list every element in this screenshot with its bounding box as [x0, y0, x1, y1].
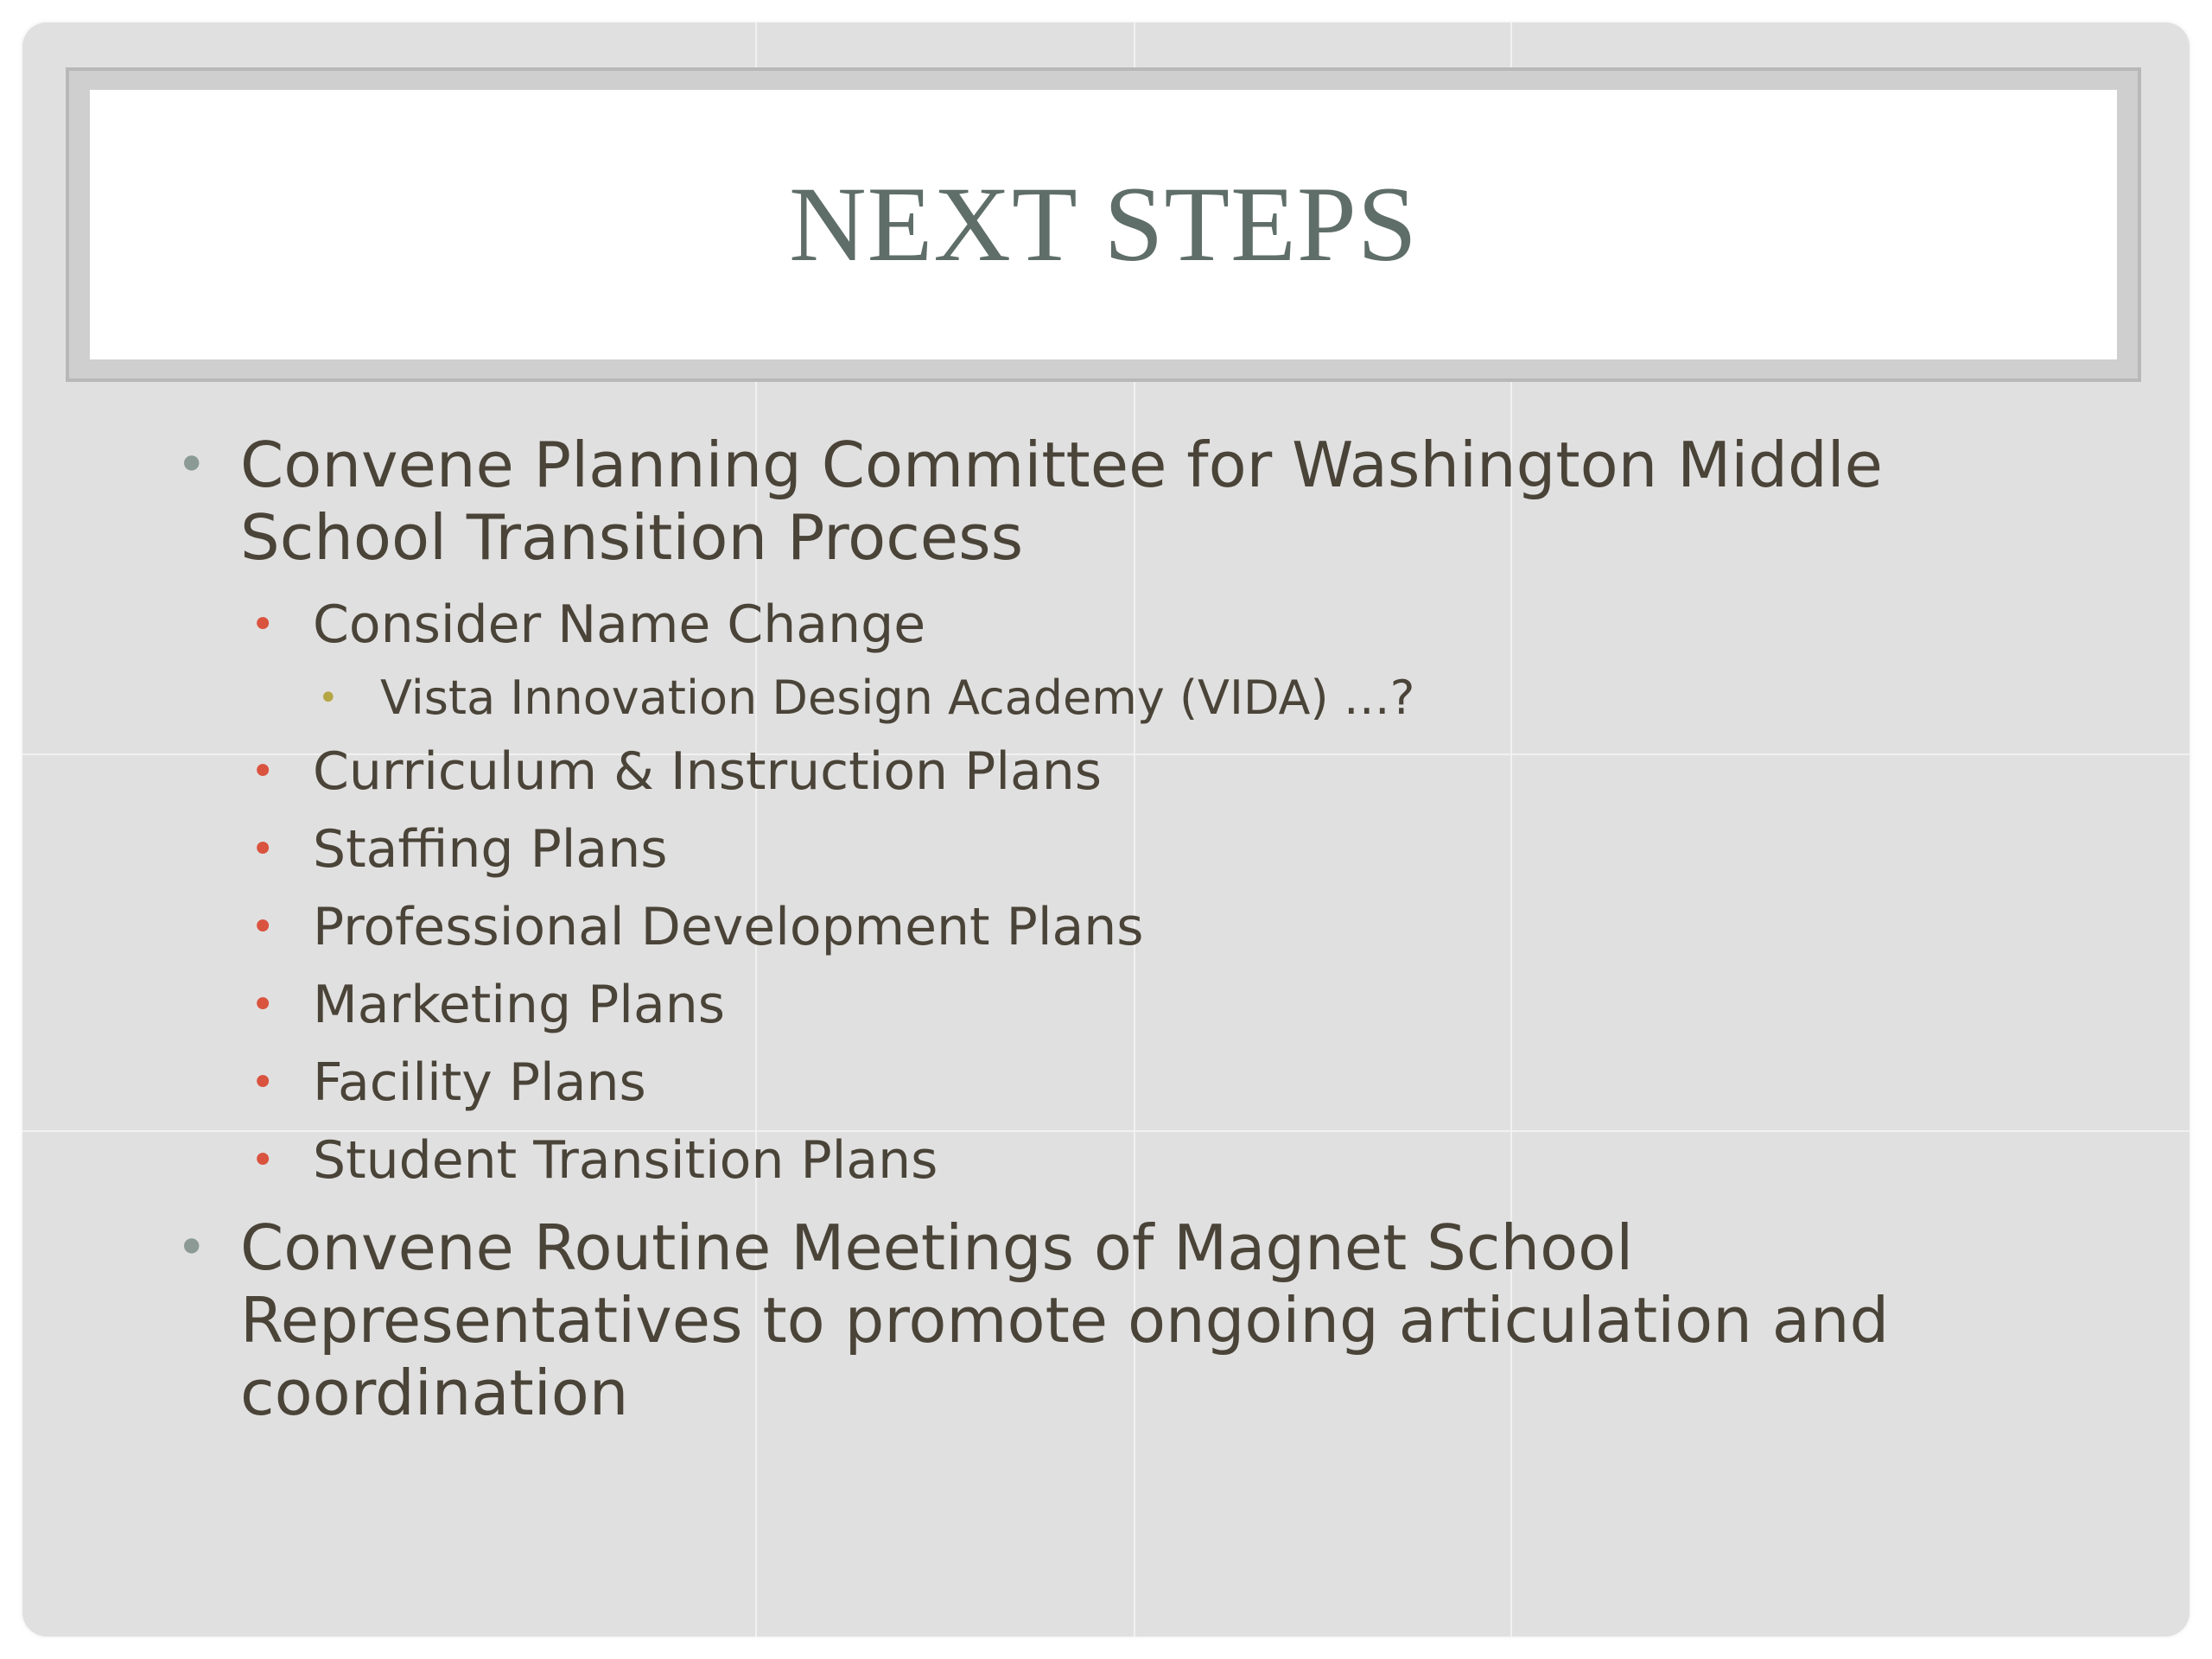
slide — [22, 22, 2190, 1637]
bullet-item-level2 — [161, 733, 2062, 810]
bullet-item-level2 — [161, 888, 2062, 966]
bullet-text: Vista Innovation Design Academy (VIDA) …? — [380, 671, 1415, 725]
bullet-dot-icon: • — [318, 678, 339, 718]
bullet-dot-icon: • — [176, 1217, 207, 1278]
slide-title: NEXT STEPS — [789, 165, 1418, 283]
bullet-text: Staffing Plans — [313, 819, 668, 880]
bullet-item-level2 — [161, 586, 2062, 664]
bullet-item-level2 — [161, 1044, 2062, 1122]
bullet-dot-icon: • — [251, 825, 276, 874]
bullet-item-level2 — [161, 966, 2062, 1044]
bullet-dot-icon: • — [176, 435, 207, 495]
bullet-item-level1 — [161, 1211, 2062, 1429]
bullet-dot-icon: • — [251, 747, 276, 796]
bullet-text: Convene Routine Meetings of Magnet School Representatives to promote ongoing articulation and coordination — [240, 1211, 1890, 1429]
bullet-dot-icon: • — [251, 1136, 276, 1185]
bullet-list — [161, 429, 2062, 1429]
bullet-item-level1 — [161, 429, 2062, 574]
bullet-dot-icon: • — [251, 1058, 276, 1107]
bullet-item-level2 — [161, 1122, 2062, 1199]
bullet-text: Facility Plans — [313, 1052, 646, 1113]
title-box — [90, 90, 2117, 359]
bullet-item-level2 — [161, 810, 2062, 888]
title-frame — [66, 67, 2141, 382]
bullet-dot-icon: • — [251, 981, 276, 1029]
bullet-dot-icon: • — [251, 601, 276, 649]
bullet-text: Curriculum & Instruction Plans — [313, 741, 1103, 802]
bullet-text: Consider Name Change — [313, 594, 926, 655]
bullet-item-level3 — [161, 664, 2062, 733]
bullet-text: Student Transition Plans — [313, 1130, 938, 1191]
bullet-text: Marketing Plans — [313, 975, 726, 1035]
bullet-text: Professional Development Plans — [313, 897, 1144, 957]
bullet-text: Convene Planning Committee for Washington Middle School Transition Process — [240, 429, 1883, 574]
bullet-dot-icon: • — [251, 903, 276, 951]
